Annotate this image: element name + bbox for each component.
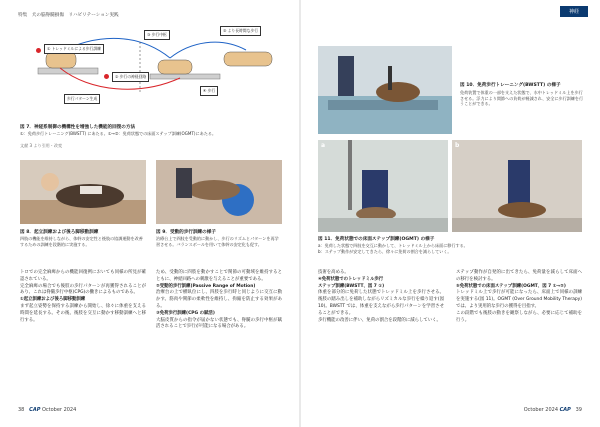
section-heading: ②受動的歩行訓練(Passive Range of Motion): [156, 283, 256, 289]
brand-logo: CAP: [29, 407, 41, 413]
body-column-4: [456, 270, 582, 324]
paragraph: 完全麻痺の場合でも後肢の歩行パターンが再獲得されることがあり、これは脊髄歩行中枢(CPG)の働きによるものである。: [20, 283, 146, 296]
section-heading: ステップ訓練(BWSTT、図 7 ①): [318, 283, 385, 289]
figure-10-photo: [318, 46, 452, 134]
label-treadmill: ① トレッドミルによる歩行訓練: [44, 44, 104, 54]
running-header: 特集 犬の脳脊髄損傷 リハビリテーション実践: [18, 13, 119, 18]
figure-10-caption: 免荷装置で体重の一部を支えた状態で、水中トレッドミル上を歩行させる。浮力により関節への負荷が軽減され、安全に歩行訓練を行うことができる。: [460, 90, 584, 107]
brand-logo: CAP: [559, 407, 571, 413]
figure-11-caption-b: b：ステップ動作が安定してきたら、徐々に免荷の割合を減らしていく。: [318, 249, 452, 254]
issue-date: October 2024: [523, 407, 559, 413]
figure-9-title: 図 9．受動的歩行訓練の様子: [156, 230, 216, 235]
footer-right: [524, 407, 582, 413]
figure-8-title: 図 8．起立訓練および後ろ脚移動訓練: [20, 230, 99, 235]
figure-10-title: 図 10．免荷歩行トレーニング(BWSTT) の様子: [460, 83, 561, 88]
paragraph: まず起立姿勢を保持する訓練から開始し、徐々に体重を支える時間を延長する。その後、後肢を交互に動かす移動訓練へと移行する。: [20, 303, 146, 323]
figure-11-caption-a: a：免荷した状態で四肢を交互に動かして、トレッドミル上から床面に移行する。: [318, 243, 468, 248]
paragraph: トロでの完全麻痺からの機能回復例においても同様の所見が確認されている。: [20, 270, 146, 282]
figure-9-photo: [156, 160, 282, 224]
figure-7-title: 図 7．神経系制御の機構性を増強した機能的回復の方法: [20, 125, 136, 130]
right-page: [300, 0, 600, 427]
label-longer-walking: ⑤ より長時間な歩行: [220, 26, 261, 36]
paragraph: 大脳皮質からの指令が届かない状態でも、脊髄の歩行中枢が賦活されることで歩行が可能になる場合がある。: [156, 317, 282, 330]
paragraph: 歩行機能の改善に伴い、免荷の割合を段階的に減らしていく。: [318, 317, 441, 323]
label-walking: ④ 歩行: [200, 86, 218, 96]
figure-7-credit: 文献 3 より引用・改変: [20, 143, 63, 148]
section-tag: 神経: [560, 6, 588, 17]
figure-8-caption: 四肢の機能を維持しながら、体幹の安定性と後肢の協調運動を改善するための訓練を段階的に実施する。: [20, 236, 143, 247]
marker-dot-2: [104, 74, 109, 79]
section-heading: ①起立訓練および後ろ脚移動訓練: [20, 297, 86, 303]
page-number: 38: [18, 407, 25, 413]
page-number: 39: [575, 407, 582, 413]
label-walking-center: ③ 歩行中枢: [144, 30, 170, 40]
paragraph: 体重を部分的に免荷した状態でトレッドミル上を歩行させる。後肢の踏み出しを補助しながらリズミカルな歩行を繰り返す(図 10)。BWSTT では、体重を支えながら歩行パターンを学習させることができる。: [318, 290, 444, 316]
paragraph: 技術を高める。: [318, 270, 349, 275]
figure-11a-photo: [318, 140, 448, 232]
paragraph: ため、受動的に四肢を動かすことで関節の可動域を維持するとともに、神経回路への刺激を与えることが重要である。: [156, 270, 282, 282]
paragraph: トレッドミル上で歩行が可能になったら、床面上で同様の訓練を実施する(図 11)。OGMT (Over Ground Mobility Therapy)では、より実用的な歩行の獲得を目指す。: [456, 290, 582, 309]
panel-label-a: a: [321, 142, 326, 149]
figure-8-photo: [20, 160, 146, 224]
label-pattern-generation: 歩行パターン生成: [64, 94, 100, 104]
section-heading: ⑤免荷状態での床面ステップ訓練(OGMT、図 7 ①→②): [456, 283, 566, 289]
paragraph: この段階でも後肢の動きを観察しながら、必要に応じて補助を行う。: [456, 310, 582, 323]
figure-7-caption: ①：免荷歩行トレーニング(BWSTT) にあたる。①→②：免荷状態での床面ステップ訓練(OGMT)にあたる。: [20, 131, 217, 136]
figure-11b-photo: [452, 140, 582, 232]
body-column-1: [20, 270, 146, 324]
figure-7-diagram: [20, 22, 282, 116]
figure-9-caption: 治療台上で四肢を受動的に動かし、歩行のリズムとパターンを再学習させる。バランスボールを用いて体幹の安定化も促す。: [156, 236, 279, 247]
body-column-3: [318, 270, 444, 324]
section-heading: ③免荷歩行訓練(CPG の賦活): [156, 310, 215, 316]
footer-left: [18, 407, 76, 413]
body-column-2: [156, 270, 282, 331]
paragraph: ステップ動作が自発的に出てきたら、免荷量を減らして床面への移行を検討する。: [456, 270, 582, 282]
figure-11-title: 図 11．免荷状態での床面ステップ訓練(OGMT) の様子: [318, 237, 435, 242]
section-heading: ④免荷状態でのトレッドミル歩行: [318, 276, 384, 282]
marker-dot-1: [36, 48, 41, 53]
panel-label-b: b: [455, 142, 460, 149]
issue-date: October 2024: [41, 407, 77, 413]
paragraph: 治療台の上で横臥位にし、四肢を歩行時と同じように交互に動かす。筋肉や関節の柔軟性を維持し、拘縮を防止する効果がある。: [156, 290, 282, 309]
label-walking-circuit: ② 歩行の神経回路: [112, 72, 149, 82]
